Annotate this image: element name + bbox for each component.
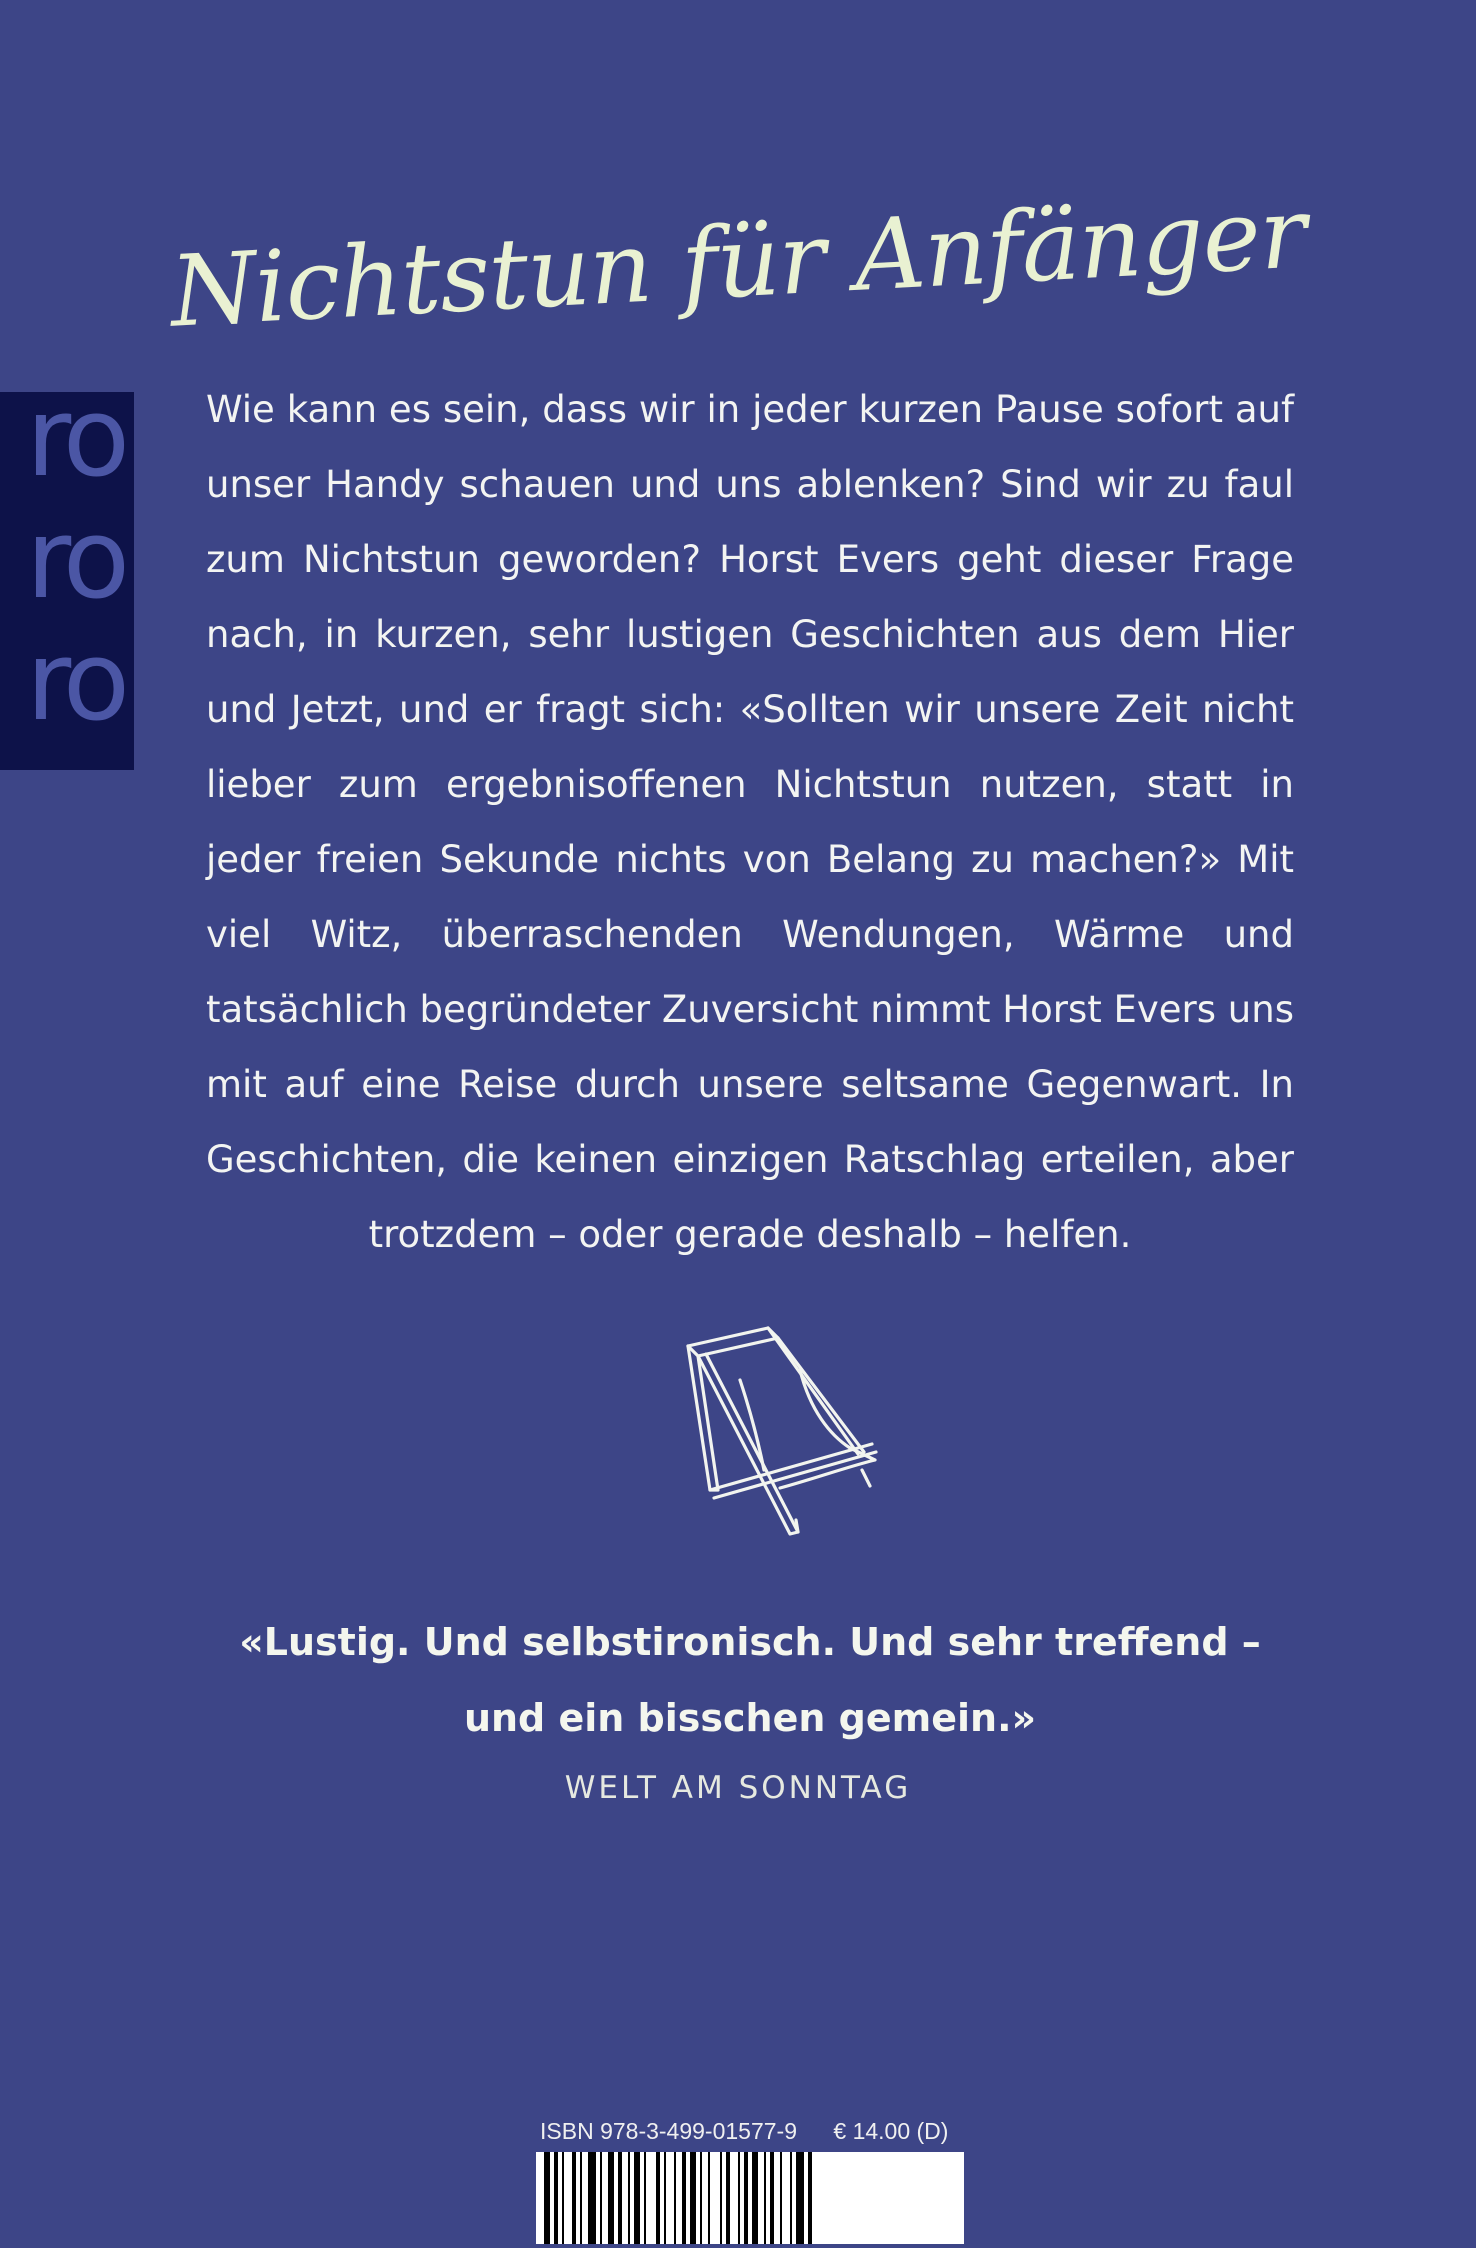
review-source: WELT AM SONNTAG xyxy=(564,1770,912,1806)
barcode-bar xyxy=(790,2152,792,2244)
barcode-bar xyxy=(690,2152,696,2244)
barcode-bar xyxy=(796,2152,804,2244)
book-title: Nichtstun für Anfänger xyxy=(167,176,1309,350)
barcode-bar xyxy=(780,2152,782,2244)
barcode-bar xyxy=(656,2152,660,2244)
barcode-bar xyxy=(738,2152,740,2244)
barcode-bar xyxy=(726,2152,730,2244)
barcode-bar xyxy=(554,2152,558,2244)
barcode-bars xyxy=(536,2152,964,2244)
blurb-text: Wie kann es sein, dass wir in jeder kurzen Pause sofort auf unser Handy schauen und uns ablenken? Sind wir zu faul zum Nichtstun geworden? Horst Evers geht dieser Frage nach, in kurzen, sehr lustigen Geschichten aus dem Hier und Jetzt, und er fragt sich: «Sollten wir unsere Zeit nicht lieber zum ergebnisoffenen Nichtstun nutzen, statt in jeder freien Sekunde nichts von Belang zu machen?» Mit viel Witz, überraschenden Wendungen, Wärme und tatsächlich begründeter Zuversicht nimmt Horst Evers uns mit auf eine Reise durch unsere seltsame Gegenwart. In Geschichten, die keinen einzigen Ratschlag erteilen, aber trotzdem – oder gerade deshalb – helfen. xyxy=(206,388,1294,1256)
barcode-bar xyxy=(700,2152,702,2244)
barcode-bar xyxy=(572,2152,576,2244)
barcode-bar xyxy=(674,2152,676,2244)
barcode-bar xyxy=(608,2152,614,2244)
barcode-bar xyxy=(618,2152,622,2244)
barcode-bar xyxy=(580,2152,582,2244)
isbn-number: ISBN 978-3-499-01577-9 xyxy=(540,2118,797,2144)
isbn-price-line xyxy=(540,2118,960,2145)
publisher-logo-text-2: ro xyxy=(26,495,125,623)
review-quote-line-1: «Lustig. Und selbstironisch. Und sehr treffend – xyxy=(239,1620,1261,1664)
barcode-bar xyxy=(720,2152,722,2244)
barcode-bar xyxy=(682,2152,686,2244)
price-label: € 14.00 (D) xyxy=(833,2118,949,2144)
deck-chair-icon xyxy=(680,1320,892,1540)
barcode-bar xyxy=(634,2152,640,2244)
barcode-bar xyxy=(744,2152,748,2244)
barcode-bar xyxy=(600,2152,602,2244)
barcode-bar xyxy=(708,2152,710,2244)
publisher-logo-text-3: ro xyxy=(26,617,125,745)
review-quote-line-2: und ein bisschen gemein.» xyxy=(463,1696,1037,1740)
barcode-bar xyxy=(808,2152,812,2244)
barcode-bar xyxy=(588,2152,596,2244)
barcode-bar xyxy=(752,2152,758,2244)
barcode-bar xyxy=(664,2152,666,2244)
barcode xyxy=(536,2152,964,2244)
barcode-bar xyxy=(764,2152,766,2244)
barcode-bar xyxy=(770,2152,774,2244)
review-quote xyxy=(206,1604,1294,1756)
publisher-logo-text-1: ro xyxy=(26,392,125,501)
barcode-bar xyxy=(628,2152,630,2244)
barcode-bar xyxy=(562,2152,564,2244)
publisher-logo xyxy=(0,392,134,770)
barcode-bar xyxy=(544,2152,550,2244)
barcode-bar xyxy=(644,2152,646,2244)
